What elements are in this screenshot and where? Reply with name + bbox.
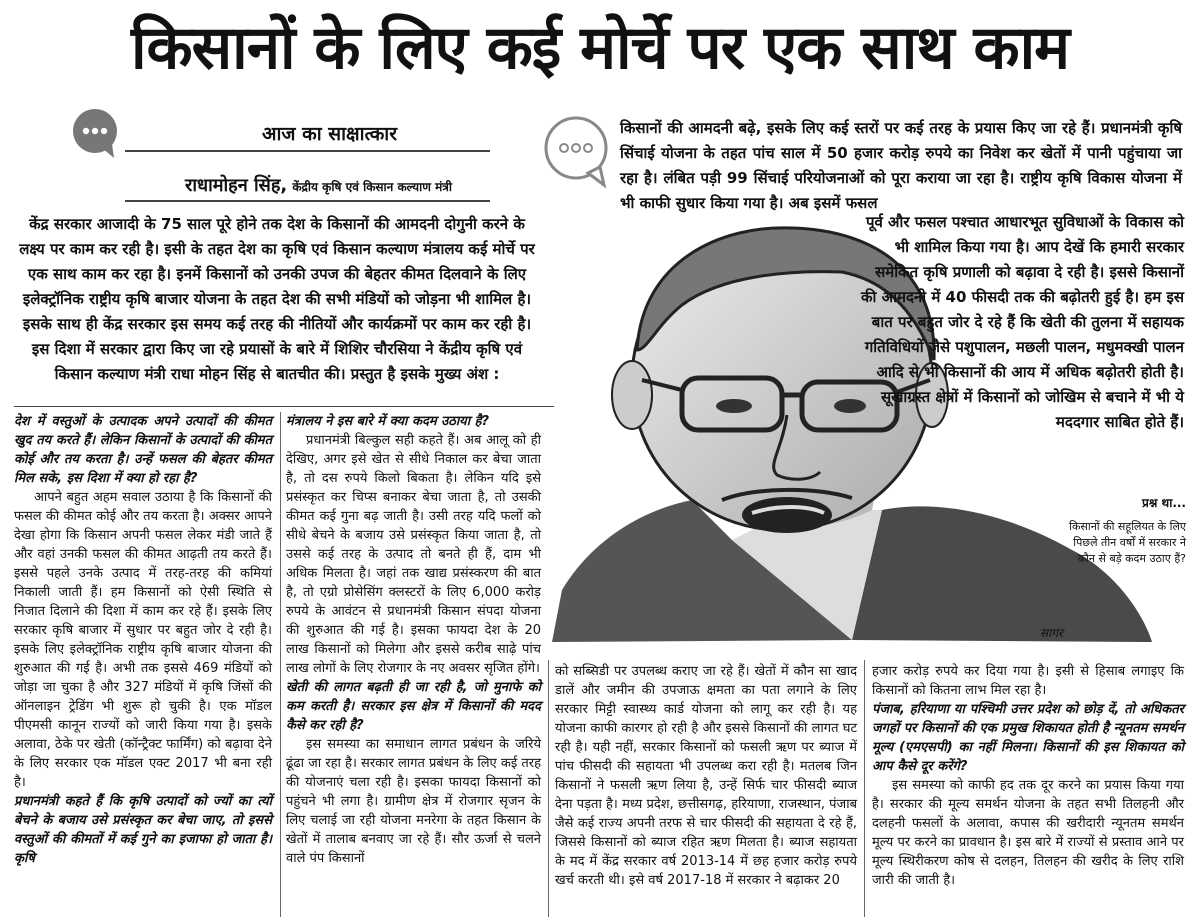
divider: [125, 200, 490, 202]
column-4: [872, 662, 1184, 890]
question: पंजाब, हरियाणा या पश्चिमी उत्तर प्रदेश को छोड़ दें, तो अधिकतर जगहों पर किसानों की एक प्रमुख शिकायत होती है न्यूनतम समर्थन मूल्य (एमएसपी) का नहीं मिलना। किसानों की इस शिकायत को आप कैसे दूर करेंगे?: [872, 702, 1184, 774]
right-column-text: पूर्व और फसल पश्चात आधारभूत सुविधाओं के विकास को भी शामिल किया गया है। आप देखें कि हमारी सरकार समेकित कृषि प्रणाली को बढ़ावा दे रही है। इससे किसानों की आमदनी में 40 फीसदी तक की बढ़ोतरी हुई है। हम इस बात पर बहुत जोर दे रहे हैं कि खेती की तुलना में सहायक गतिविधियों जैसे पशुपालन, मछली पालन, मधुमक्खी पालन आदि से भी किसानों की आय में अधिक बढ़ोतरी होती है। सूखाग्रस्त क्षेत्रों में किसानों को जोखिम से बचाने में भी ये मददगार साबित होते हैं।: [861, 213, 1184, 431]
answer: हजार करोड़ रुपये कर दिया गया है। इसी से हिसाब लगाइए कि किसानों को कितना लाभ मिल रहा है।: [872, 664, 1184, 698]
section-label: आज का साक्षात्कार: [262, 123, 397, 145]
sidebar-label: प्रश्न था...: [1142, 496, 1186, 510]
speech-bubble-outline-icon: [540, 113, 616, 189]
artist-signature: सागर: [1040, 626, 1063, 640]
speech-bubble-icon: [68, 106, 122, 160]
headline: किसानों के लिए कई मोर्चे पर एक साथ काम: [130, 13, 1070, 83]
interviewee-designation: केंद्रीय कृषि एवं किसान कल्याण मंत्री: [292, 180, 452, 194]
column-rule: [864, 660, 865, 917]
answer: इस समस्या को काफी हद तक दूर करने का प्रयास किया गया है। सरकार की मूल्य समर्थन योजना के तहत सभी तिलहनी और दलहनी फसलों के अलावा, कपास की खरीदारी न्यूनतम समर्थन मूल्य पर करने का प्रावधान है। इस बारे में राज्यों से प्रस्ताव आने पर मूल्य स्थिरीकरण कोष से दलहन, तिलहन की खरीद के लिए राशि जारी की जाती है।: [872, 778, 1184, 888]
column-rule: [548, 660, 549, 917]
sidebar-text: किसानों की सहूलियत के लिए पिछले तीन वर्षों में सरकार ने कौन से बड़े कदम उठाए हैं?: [1069, 520, 1186, 565]
sidebar-question: [1060, 494, 1186, 567]
intro-text: केंद्र सरकार आजादी के 75 साल पूरे होने तक देश के किसानों की आमदनी दोगुनी करने के लक्ष्य पर काम कर रही है। इसी के तहत देश का कृषि एवं किसान कल्याण मंत्रालय कई मोर्चे पर एक साथ काम कर रहा है। इनमें किसानों को उनकी उपज की बेहतर कीमत दिलवाने के लिए इलेक्ट्रॉनिक राष्ट्रीय कृषि बाजार योजना के तहत देश की सभी मंडियों को जोड़ना भी शामिल है। इसके साथ ही केंद्र सरकार इस समय कई तरह की नीतियों और कार्यक्रमों पर काम कर रही है। इस दिशा में सरकार द्वारा किए जा रहे प्रयासों के बारे में शिशिर चौरसिया ने केंद्रीय कृषि एवं किसान कल्याण मंत्री राधा मोहन सिंह से बातचीत की। प्रस्तुत है इसके मुख्य अंश :: [19, 215, 535, 383]
interviewee: [185, 173, 452, 197]
interviewee-name: राधामोहन सिंह,: [185, 175, 288, 196]
question: मंत्रालय ने इस बारे में क्या कदम उठाया है?: [286, 414, 490, 429]
answer: प्रधानमंत्री बिल्कुल सही कहते हैं। अब आलू को ही देखिए, अगर इसे खेत से सीधे निकाल कर बेचा जाता है, तो दस रुपये किलो बिकता है। लेकिन यदि इसे प्रसंस्कृत कर चिप्स बनाकर बेचा जाता है, तो उसकी कीमत कई गुना बढ़ जाती है। उसी तरह यदि फलों को सीधे बेचने के बजाय उसे प्रसंस्कृत किया जाता है, तो उससे कई तरह के उत्पाद तो बनते ही हैं, दाम भी अधिक मिलता है। जहां तक खाद्य प्रसंस्करण की बात है, तो एग्रो प्रोसेसिंग क्लस्टरों के लिए 6,000 करोड़ रुपये के आवंटन से प्रधानमंत्री किसान संपदा योजना की शुरुआत की गई है। इसका फायदा देश के 20 लाख किसानों को मिलेगा और इससे करीब साढ़े पांच लाख लोगों के लिए रोजगार के नए अवसर सृजित होंगे।: [286, 433, 541, 676]
question: देश में वस्तुओं के उत्पादक अपने उत्पादों की कीमत खुद तय करते हैं। लेकिन किसानों के उत्पादों की कीमत कोई और तय करता है। उन्हें फसल की बेहतर कीमत मिल सके, इस दिशा में क्या हो रहा है?: [14, 414, 272, 486]
right-column-paragraph: [858, 210, 1184, 435]
intro-paragraph: [14, 212, 540, 387]
top-right-paragraph: [620, 116, 1182, 216]
column-divider: [14, 406, 554, 407]
column-2: [286, 412, 541, 868]
column-3: [555, 662, 857, 890]
question: खेती की लागत बढ़ती ही जा रही है, जो मुनाफे को कम करती है। सरकार इस क्षेत्र में किसानों की मदद कैसे कर रही है?: [286, 680, 541, 733]
column-rule: [280, 412, 281, 917]
answer: इस समस्या का समाधान लागत प्रबंधन के जरिये ढूंढा जा रहा है। सरकार लागत प्रबंधन के लिए कई तरह की योजनाएं चला रही है। इसका फायदा किसानों को पहुंचने भी लगा है। ग्रामीण क्षेत्र में रोजगार सृजन के लिए चलाई जा रही योजना मनरेगा के तहत किसान के खेतों में तालाब बनवाए जा रहे हैं। सौर ऊर्जा से चलने वाले पंप किसानों: [286, 737, 541, 866]
question: प्रधानमंत्री कहते हैं कि कृषि उत्पादों को ज्यों का त्यों बेचने के बजाय उसे प्रसंस्कृत कर बेचा जाए, तो इससे वस्तुओं की कीमतों में कई गुने का इजाफा हो जाता है। कृषि: [14, 794, 272, 866]
answer: आपने बहुत अहम सवाल उठाया है कि किसानों की फसल की कीमत कोई और तय करता है। अक्सर आपने देखा होगा कि किसान अपनी फसल लेकर मंडी जाते हैं और वहां उनकी फसल की कीमत आढ़ती तय करते हैं। इससे पहले उनके उत्पाद में तरह-तरह की कमियां निकाली जाती हैं। हम किसानों को ऐसी स्थिति से निजात दिलाने की दिशा में काम कर रहे हैं। इसके लिए सरकार कृषि बाजार में सुधार पर बहुत जोर दे रही है। इसके लिए इलेक्ट्रॉनिक राष्ट्रीय कृषि बाजार योजना की शुरुआत की गई है। अभी तक इससे 469 मंडियों को जोड़ा जा चुका है और 327 मंडियों में कृषि जिंसों की ऑनलाइन ट्रेडिंग भी शुरू हो चुकी है। एक मॉडल पीएमसी कानून राज्यों को जारी किया गया है। इसके अलावा, ठेके पर खेती (कॉन्ट्रैक्ट फार्मिंग) को बढ़ावा देने के लिए सरकार एक मॉडल एक्ट 2017 भी बना रही है।: [14, 490, 272, 790]
divider: [125, 150, 490, 152]
column-1: [14, 412, 272, 868]
answer: को सब्सिडी पर उपलब्ध कराए जा रहे हैं। खेतों में कौन सा खाद डालें और जमीन की उपजाऊ क्षमता का पता लगाने के लिए सरकार मिट्टी स्वास्थ्य कार्ड योजना को लागू कर रही है। यह योजना काफी कारगर हो रही है और इससे किसानों की लागत घट रही है। यही नहीं, सरकार किसानों को फसली ऋण पर ब्याज में पांच फीसदी की सहायता भी उपलब्ध करा रही है। मतलब जिन किसानों ने फसली ऋण लिया है, उन्हें सिर्फ चार फीसदी ब्याज देना पड़ता है। मध्य प्रदेश, छत्तीसगढ़, हरियाणा, राजस्थान, पंजाब जैसे कई राज्य अपनी तरफ से चार फीसदी की सहायता दे रहे हैं, जिससे किसानों को ब्याज रहित ऋण मिलता है। ब्याज सहायता के मद में केंद्र सरकार वर्ष 2013-14 में छह हजार करोड़ रुपये खर्च करती थी। इसे वर्ष 2017-18 में सरकार ने बढ़ाकर 20: [555, 664, 857, 888]
top-right-text: किसानों की आमदनी बढ़े, इसके लिए कई स्तरों पर कई तरह के प्रयास किए जा रहे हैं। प्रधानमंत्री कृषि सिंचाई योजना के तहत पांच साल में 50 हजार करोड़ रुपये का निवेश कर खेतों में पानी पहुंचाया जा रहा है। लंबित पड़ी 99 सिंचाई परियोजनाओं को पूरा कराया जा रहा है। राष्ट्रीय कृषि विकास योजना में भी काफी सुधार किया गया है। अब इसमें फसल: [620, 119, 1182, 212]
